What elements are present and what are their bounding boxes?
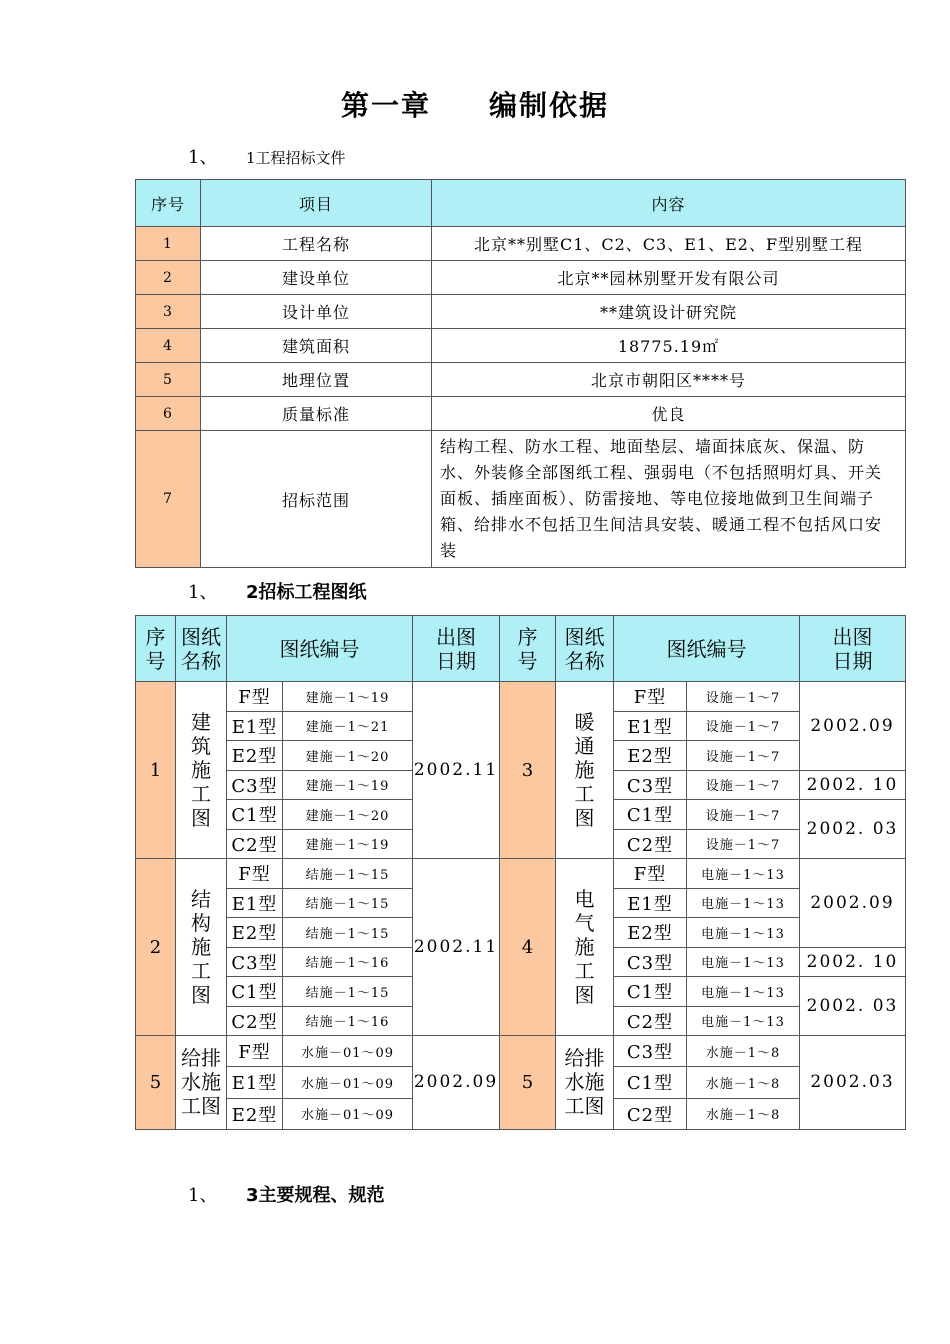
header-cell: 出图日期 <box>800 616 906 682</box>
row-number: 7 <box>136 431 201 568</box>
drawing-number: 结施－1～16 <box>283 947 413 977</box>
chapter-number: 第一章 <box>340 89 431 122</box>
drawing-number: 设施－1～7 <box>687 829 800 859</box>
header-cell: 序号 <box>500 616 556 682</box>
drawing-number: 水施－1～8 <box>687 1067 800 1098</box>
row-number: 4 <box>136 329 201 363</box>
drawing-number: 建施－1～19 <box>283 770 413 800</box>
header-cell: 图纸编号 <box>614 616 800 682</box>
header-cell: 出图日期 <box>413 616 500 682</box>
group-number: 5 <box>136 1036 176 1130</box>
section-text: 3主要规程、规范 <box>246 1185 385 1206</box>
group-number: 5 <box>500 1036 556 1130</box>
bidding-document-table <box>135 179 906 568</box>
drawing-number: 设施－1～7 <box>687 741 800 771</box>
section-text: 1工程招标文件 <box>246 149 346 167</box>
issue-date: 2002.03 <box>800 1036 906 1130</box>
drawing-type: C2型 <box>614 829 687 859</box>
table-row <box>136 295 906 329</box>
table-row <box>136 363 906 397</box>
table-row <box>136 261 906 295</box>
drawing-type: C1型 <box>614 977 687 1007</box>
header-cell: 图纸编号 <box>227 616 413 682</box>
group-number: 3 <box>500 682 556 859</box>
drawing-type: C1型 <box>227 800 283 830</box>
drawing-type: C3型 <box>614 770 687 800</box>
drawing-type: C3型 <box>227 770 283 800</box>
header-cell: 项目 <box>201 180 432 227</box>
drawing-type: C3型 <box>614 947 687 977</box>
section-heading-3 <box>188 1181 385 1207</box>
row-number: 1 <box>136 227 201 261</box>
section-number: 1、 <box>188 1185 218 1206</box>
table-row <box>136 397 906 431</box>
table-row <box>136 227 906 261</box>
drawing-name: 电气施工图 <box>556 859 614 1036</box>
header-cell: 序号 <box>136 616 176 682</box>
row-item: 地理位置 <box>201 363 432 397</box>
drawing-type: C1型 <box>227 977 283 1007</box>
drawing-type: E2型 <box>227 918 283 948</box>
drawing-number: 设施－1～7 <box>687 800 800 830</box>
drawing-number: 水施－01～09 <box>283 1036 413 1067</box>
drawing-type: E2型 <box>614 741 687 771</box>
drawing-type: E1型 <box>227 888 283 918</box>
drawing-number: 电施－1～13 <box>687 888 800 918</box>
drawing-type: C2型 <box>614 1006 687 1036</box>
table-row <box>136 682 906 712</box>
drawing-type: C2型 <box>227 1006 283 1036</box>
chapter-title <box>0 84 950 124</box>
row-content: **建筑设计研究院 <box>432 295 906 329</box>
drawing-number: 建施－1～19 <box>283 829 413 859</box>
drawing-number: 水施－1～8 <box>687 1036 800 1067</box>
drawing-number: 水施－1～8 <box>687 1098 800 1129</box>
row-number: 5 <box>136 363 201 397</box>
header-cell: 图纸名称 <box>556 616 614 682</box>
drawing-type: E1型 <box>614 888 687 918</box>
table-header-row <box>136 616 906 682</box>
row-item: 工程名称 <box>201 227 432 261</box>
drawing-number: 结施－1～15 <box>283 977 413 1007</box>
row-number: 2 <box>136 261 201 295</box>
row-item: 设计单位 <box>201 295 432 329</box>
table-row <box>136 431 906 568</box>
row-content: 北京**别墅C1、C2、C3、E1、E2、F型别墅工程 <box>432 227 906 261</box>
section-text: 2招标工程图纸 <box>246 582 367 603</box>
drawing-name: 给排水施工图 <box>556 1036 614 1130</box>
drawing-type: F型 <box>614 682 687 712</box>
issue-date: 2002. 03 <box>800 977 906 1036</box>
drawings-table <box>135 615 906 1130</box>
drawing-type: C1型 <box>614 800 687 830</box>
chapter-name: 编制依据 <box>489 89 610 122</box>
drawing-name: 暖通施工图 <box>556 682 614 859</box>
issue-date: 2002.09 <box>800 859 906 948</box>
drawing-type: C3型 <box>227 947 283 977</box>
drawing-type: E2型 <box>227 741 283 771</box>
drawing-type: E2型 <box>614 918 687 948</box>
table-row <box>136 1036 906 1067</box>
drawing-number: 结施－1～15 <box>283 859 413 889</box>
issue-date: 2002. 03 <box>800 800 906 859</box>
drawing-name: 给排水施工图 <box>176 1036 227 1130</box>
drawing-name: 建筑施工图 <box>176 682 227 859</box>
drawing-type: C1型 <box>614 1067 687 1098</box>
drawing-number: 电施－1～13 <box>687 1006 800 1036</box>
drawing-type: F型 <box>227 859 283 889</box>
drawing-number: 建施－1～19 <box>283 682 413 712</box>
issue-date: 2002.09 <box>413 1036 500 1130</box>
table-header-row <box>136 180 906 227</box>
drawing-number: 结施－1～15 <box>283 918 413 948</box>
drawing-number: 水施－01～09 <box>283 1098 413 1129</box>
table-row <box>136 329 906 363</box>
drawing-type: E1型 <box>614 711 687 741</box>
issue-date: 2002.11 <box>413 859 500 1036</box>
row-content: 18775.19㎡ <box>432 329 906 363</box>
header-cell: 序号 <box>136 180 201 227</box>
drawing-number: 设施－1～7 <box>687 770 800 800</box>
drawing-number: 结施－1～16 <box>283 1006 413 1036</box>
section-heading-2 <box>188 578 367 604</box>
group-number: 1 <box>136 682 176 859</box>
row-content: 北京市朝阳区****号 <box>432 363 906 397</box>
row-item: 质量标准 <box>201 397 432 431</box>
row-number: 6 <box>136 397 201 431</box>
drawing-number: 建施－1～21 <box>283 711 413 741</box>
drawing-number: 建施－1～20 <box>283 800 413 830</box>
issue-date: 2002.09 <box>800 682 906 771</box>
drawing-name: 结构施工图 <box>176 859 227 1036</box>
issue-date: 2002. 10 <box>800 947 906 977</box>
drawing-type: F型 <box>227 682 283 712</box>
row-item: 建设单位 <box>201 261 432 295</box>
drawing-type: E1型 <box>227 1067 283 1098</box>
drawing-type: C3型 <box>614 1036 687 1067</box>
table-row <box>136 859 906 889</box>
drawing-number: 设施－1～7 <box>687 711 800 741</box>
drawing-number: 设施－1～7 <box>687 682 800 712</box>
drawing-number: 电施－1～13 <box>687 947 800 977</box>
drawing-number: 电施－1～13 <box>687 859 800 889</box>
issue-date: 2002. 10 <box>800 770 906 800</box>
group-number: 2 <box>136 859 176 1036</box>
drawing-type: E2型 <box>227 1098 283 1129</box>
row-item: 招标范围 <box>201 431 432 568</box>
section-number: 1、 <box>188 147 218 168</box>
drawing-number: 建施－1～20 <box>283 741 413 771</box>
drawing-type: C2型 <box>227 829 283 859</box>
row-item: 建筑面积 <box>201 329 432 363</box>
issue-date: 2002.11 <box>413 682 500 859</box>
row-content: 北京**园林别墅开发有限公司 <box>432 261 906 295</box>
drawing-type: F型 <box>227 1036 283 1067</box>
drawing-type: C2型 <box>614 1098 687 1129</box>
group-number: 4 <box>500 859 556 1036</box>
section-heading-1 <box>188 143 346 169</box>
section-number: 1、 <box>188 582 218 603</box>
drawing-number: 电施－1～13 <box>687 977 800 1007</box>
drawing-number: 结施－1～15 <box>283 888 413 918</box>
header-cell: 内容 <box>432 180 906 227</box>
row-content: 优良 <box>432 397 906 431</box>
drawing-type: E1型 <box>227 711 283 741</box>
header-cell: 图纸名称 <box>176 616 227 682</box>
row-number: 3 <box>136 295 201 329</box>
drawing-number: 电施－1～13 <box>687 918 800 948</box>
row-content: 结构工程、防水工程、地面垫层、墙面抹底灰、保温、防水、外装修全部图纸工程、强弱电（不包括照明灯具、开关面板、插座面板）、防雷接地、等电位接地做到卫生间端子箱、给排水不包括卫生间洁具安装、暖通工程不包括风口安装 <box>432 431 906 568</box>
drawing-type: F型 <box>614 859 687 889</box>
drawing-number: 水施－01～09 <box>283 1067 413 1098</box>
